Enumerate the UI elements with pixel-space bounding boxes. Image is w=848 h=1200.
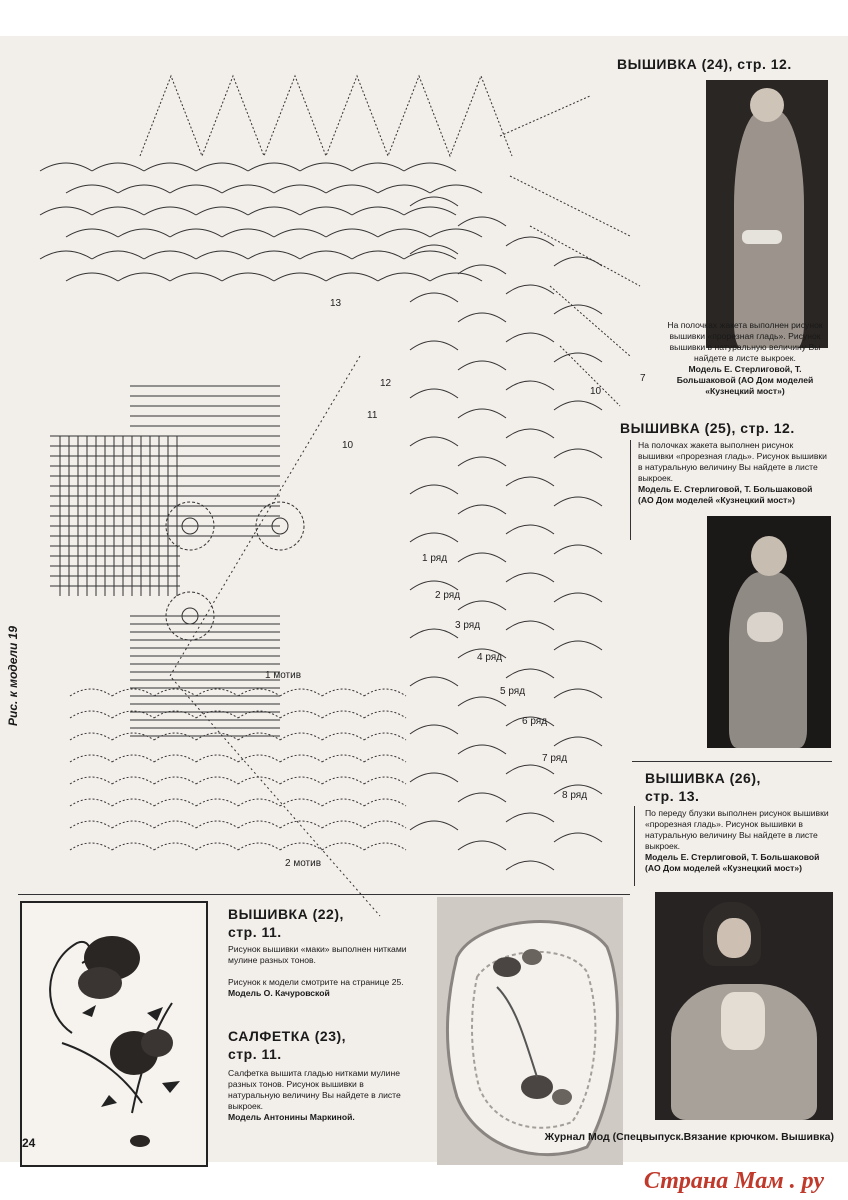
article-26-body: По переду блузки выполнен рисунок вышивки «прорезная гладь». Рисунок вышивки в натуральную величину Вы найдете в листе выкроек. — [645, 808, 829, 851]
magazine-page — [0, 36, 848, 1162]
magazine-footer: Журнал Мод (Спецвыпуск.Вязание крючком. Вышивка) — [544, 1131, 834, 1143]
site-watermark: Страна Мам . ру — [643, 1168, 824, 1194]
diagram-label-motif1: 1 мотив — [265, 670, 302, 681]
article-24-text — [660, 320, 830, 397]
diagram-label-n10: 10 — [342, 440, 354, 451]
diagram-label-n7: 7 — [640, 373, 646, 384]
diagram-label-row1: 1 ряд — [422, 553, 448, 564]
napkin-photo — [437, 897, 623, 1165]
article-24-credit: Модель Е. Стерлиговой, Т. Большаковой (АО Дом моделей «Кузнецкий мост») — [676, 364, 814, 396]
diagram-label-row8: 8 ряд — [562, 790, 588, 801]
diagram-label-row5: 5 ряд — [500, 686, 526, 697]
photo-blouse-26 — [655, 892, 833, 1120]
diagram-label-n12: 12 — [380, 378, 392, 389]
poppy-embroidery-image — [22, 903, 206, 1165]
crochet-diagram — [30, 56, 646, 906]
article-22-title-2: стр. 11. — [228, 924, 282, 940]
article-25-title: ВЫШИВКА (25), стр. 12. — [620, 420, 795, 436]
diagram-label-row6: 6 ряд — [522, 716, 548, 727]
article-22-text — [228, 944, 418, 999]
article-24-body: На полочках жакета выполнен рисунок вышивки «прорезная гладь». Рисунок вышивки в натуральную величину Вы найдете в листе выкроек. — [667, 320, 823, 363]
article-23-body: Салфетка вышита гладью нитками мулине разных тонов. Рисунок вышивки в натуральную величину Вы найдете в листе выкроек. — [228, 1068, 401, 1111]
diagram-label-n10b: 10 — [590, 386, 602, 397]
poppy-embroidery-box — [20, 901, 208, 1167]
diagram-label-row2: 2 ряд — [435, 590, 461, 601]
diagram-side-caption: Рис. к модели 19 — [6, 625, 20, 726]
article-22-body-2: Рисунок к модели смотрите на странице 25. — [228, 977, 404, 987]
article-26-text — [645, 808, 830, 874]
diagram-label-motif2: 2 мотив — [285, 858, 322, 869]
article-23-text — [228, 1068, 418, 1123]
article-22-body: Рисунок вышивки «маки» выполнен нитками мулине разных тонов. — [228, 944, 407, 965]
article-25-credit: Модель Е. Стерлиговой, Т. Большаковой (АО Дом моделей «Кузнецкий мост») — [638, 484, 813, 505]
diagram-label-n13: 13 — [330, 298, 342, 309]
article-26-title-1: ВЫШИВКА (26), — [645, 770, 761, 786]
page-number: 24 — [22, 1136, 36, 1150]
article-22-title-1: ВЫШИВКА (22), — [228, 906, 344, 922]
photo-jacket-25 — [707, 516, 831, 748]
article-24-title: ВЫШИВКА (24), стр. 12. — [617, 56, 792, 72]
diagram-label-row4: 4 ряд — [477, 652, 503, 663]
article-23-title-2: стр. 11. — [228, 1046, 282, 1062]
article-23-credit: Модель Антонины Маркиной. — [228, 1112, 355, 1122]
napkin-image — [437, 897, 623, 1165]
article-25-body: На полочках жакета выполнен рисунок вышивки «прорезная гладь». Рисунок вышивки в натуральную величину Вы найдете в листе выкроек. — [638, 440, 827, 483]
article-23-title-1: САЛФЕТКА (23), — [228, 1028, 347, 1044]
diagram-label-row7: 7 ряд — [542, 753, 568, 764]
crochet-chart-svg — [30, 56, 646, 906]
diagram-label-n11: 11 — [367, 410, 378, 421]
article-22-credit: Модель О. Качуровской — [228, 988, 330, 998]
article-26-title-2: стр. 13. — [645, 788, 700, 804]
photo-jacket-24 — [706, 80, 828, 348]
article-26-credit: Модель Е. Стерлиговой, Т. Большаковой (АО Дом моделей «Кузнецкий мост») — [645, 852, 820, 873]
article-25-text — [638, 440, 830, 506]
diagram-label-row3: 3 ряд — [455, 620, 481, 631]
